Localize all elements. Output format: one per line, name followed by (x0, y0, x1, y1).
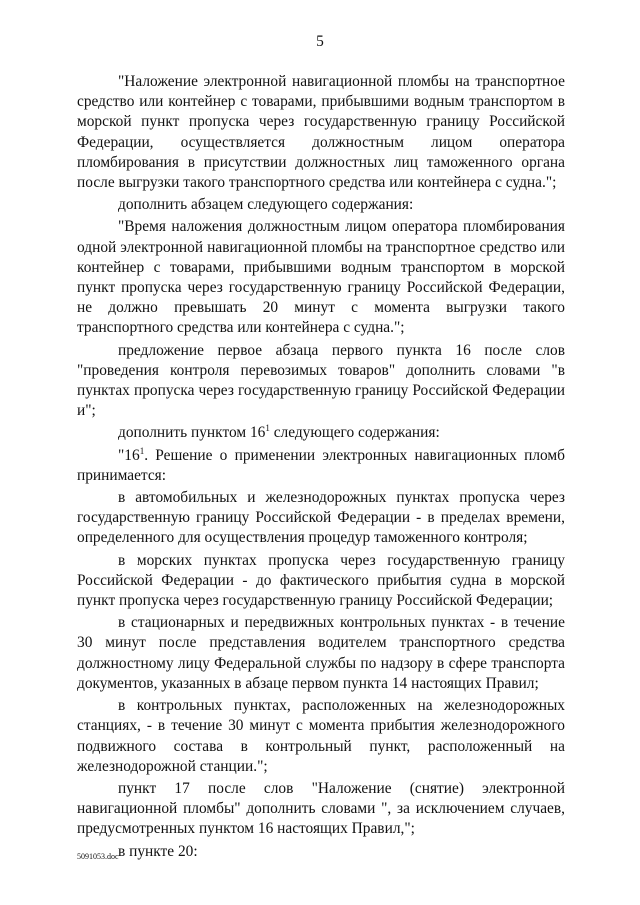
paragraph (77, 446, 565, 486)
paragraph: "Наложение электронной навигационной пломбы на транспортное средство или контейнер с товарами, прибывшими водным транспортом в морской пункт пропуска через государственную границу Российской Федерации, осуществляется должностным лицом оператора пломбирования в присутствии должностных лиц таможенного органа после выгрузки такого транспортного средства или контейнера с судна."; (77, 73, 565, 192)
paragraph: пункт 17 после слов "Наложение (снятие) электронной навигационной пломбы" дополнить словами ", за исключением случаев, предусмотренных пунктом 16 настоящих Правил,"; (77, 779, 565, 838)
paragraph: в контрольных пунктах, расположенных на железнодорожных станциях, - в течение 30 минут с момента прибытия железнодорожного подвижного состава в контрольный пункт, расположенный на железнодорожной станции."; (77, 697, 565, 775)
document-body (77, 72, 565, 864)
paragraph: в автомобильных и железнодорожных пунктах пропуска через государственную границу Российской Федерации - в пределах времени, определенного для осуществления процедур таможенного контроля; (77, 489, 565, 547)
text-run: следующего содержания: (269, 424, 440, 442)
paragraph (77, 423, 565, 443)
paragraph: предложение первое абзаца первого пункта 16 после слов "проведения контроля перевозимых товаров" дополнить словами "в пунктах пропуска через государственную границу Российской Федерации и"; (77, 341, 565, 420)
paragraph: "Время наложения должностным лицом оператора пломбирования одной электронной навигационной пломбы на транспортное средство или контейнер с товарами, прибывшими водным транспортом в морской пункт пропуска через государственную границу Российской Федерации, не должно превышать 20 минут с момента выгрузки такого транспортного средства или контейнера с судна."; (77, 218, 565, 337)
text-run: . Решение о применении электронных навигационных пломб принимается: (77, 446, 565, 484)
paragraph: в морских пунктах пропуска через государственную границу Российской Федерации - до фактического прибытия судна в морской пункт пропуска через государственную границу Российской Федерации; (77, 551, 565, 610)
page-number: 5 (316, 33, 324, 50)
superscript: 1 (139, 445, 145, 456)
paragraph: дополнить абзацем следующего содержания: (118, 196, 414, 214)
paragraph: в пункте 20: (118, 842, 198, 860)
text-run: дополнить пунктом 16 (118, 424, 266, 442)
text-run: "16 (118, 446, 140, 464)
paragraph: в стационарных и передвижных контрольных пунктах - в течение 30 минут после представления водителем транспортного средства должностному лицу Федеральной службы по надзору в сфере транспорта документов, указанных в абзаце первом пункта 14 настоящих Правил; (77, 614, 565, 692)
superscript: 1 (265, 423, 270, 434)
footer-filename: 5091053.doc (77, 852, 119, 861)
